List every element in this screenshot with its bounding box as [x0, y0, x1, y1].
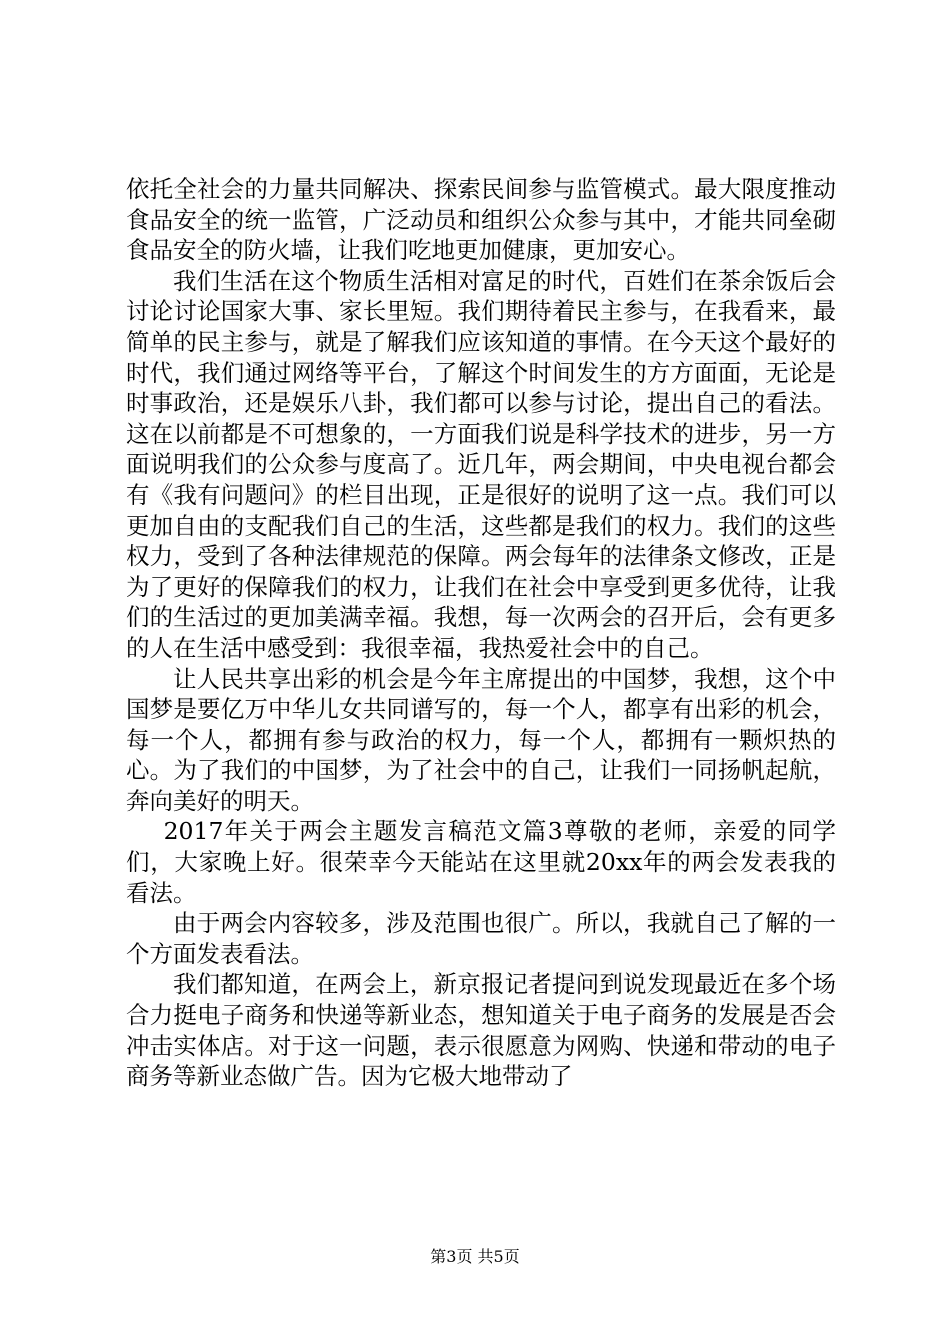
paragraph-2: 我们生活在这个物质生活相对富足的时代，百姓们在茶余饭后会讨论讨论国家大事、家长里短。我们期待着民主参与，在我看来，最简单的民主参与，就是了解我们应该知道的事情。在今天这个最好的时代，我们通过网络等平台，了解这个时间发生的方方面面，无论是时事政治，还是娱乐八卦，我们都可以参与讨论，提出自己的看法。这在以前都是不可想象的，一方面我们说是科学技术的进步，另一方面说明我们的公众参与度高了。近几年，两会期间，中央电视台都会有《我有问题问》的栏目出现，正是很好的说明了这一点。我们可以更加自由的支配我们自己的生活，这些都是我们的权力。我们的这些权力，受到了各种法律规范的保障。两会每年的法律条文修改，正是为了更好的保障我们的权力，让我们在社会中享受到更多优待，让我们的生活过的更加美满幸福。我想，每一次两会的召开后，会有更多的人在生活中感受到：我很幸福，我热爱社会中的自己。 [126, 266, 836, 662]
document-body [126, 174, 836, 1092]
paragraph-4: 2017年关于两会主题发言稿范文篇3尊敬的老师，亲爱的同学们，大家晚上好。很荣幸今天能站在这里就20xx年的两会发表我的看法。 [126, 817, 836, 907]
paragraph-6: 我们都知道，在两会上，新京报记者提问到说发现最近在多个场合力挺电子商务和快递等新业态，想知道关于电子商务的发展是否会冲击实体店。对于这一问题，表示很愿意为网购、快递和带动的电子商务等新业态做广告。因为它极大地带动了 [126, 970, 836, 1091]
paragraph-1: 依托全社会的力量共同解决、探索民间参与监管模式。最大限度推动食品安全的统一监管，广泛动员和组织公众参与其中，才能共同垒砌食品安全的防火墙，让我们吃地更加健康，更加安心。 [126, 175, 836, 265]
page-footer: 第3页 共5页 [430, 1247, 520, 1266]
paragraph-3: 让人民共享出彩的机会是今年主席提出的中国梦，我想，这个中国梦是要亿万中华儿女共同谱写的，每一个人，都享有出彩的机会，每一个人，都拥有参与政治的权力，每一个人，都拥有一颗炽热的心。为了我们的中国梦，为了社会中的自己，让我们一同扬帆起航，奔向美好的明天。 [126, 664, 836, 815]
paragraph-5: 由于两会内容较多，涉及范围也很广。所以，我就自己了解的一个方面发表看法。 [126, 909, 836, 968]
